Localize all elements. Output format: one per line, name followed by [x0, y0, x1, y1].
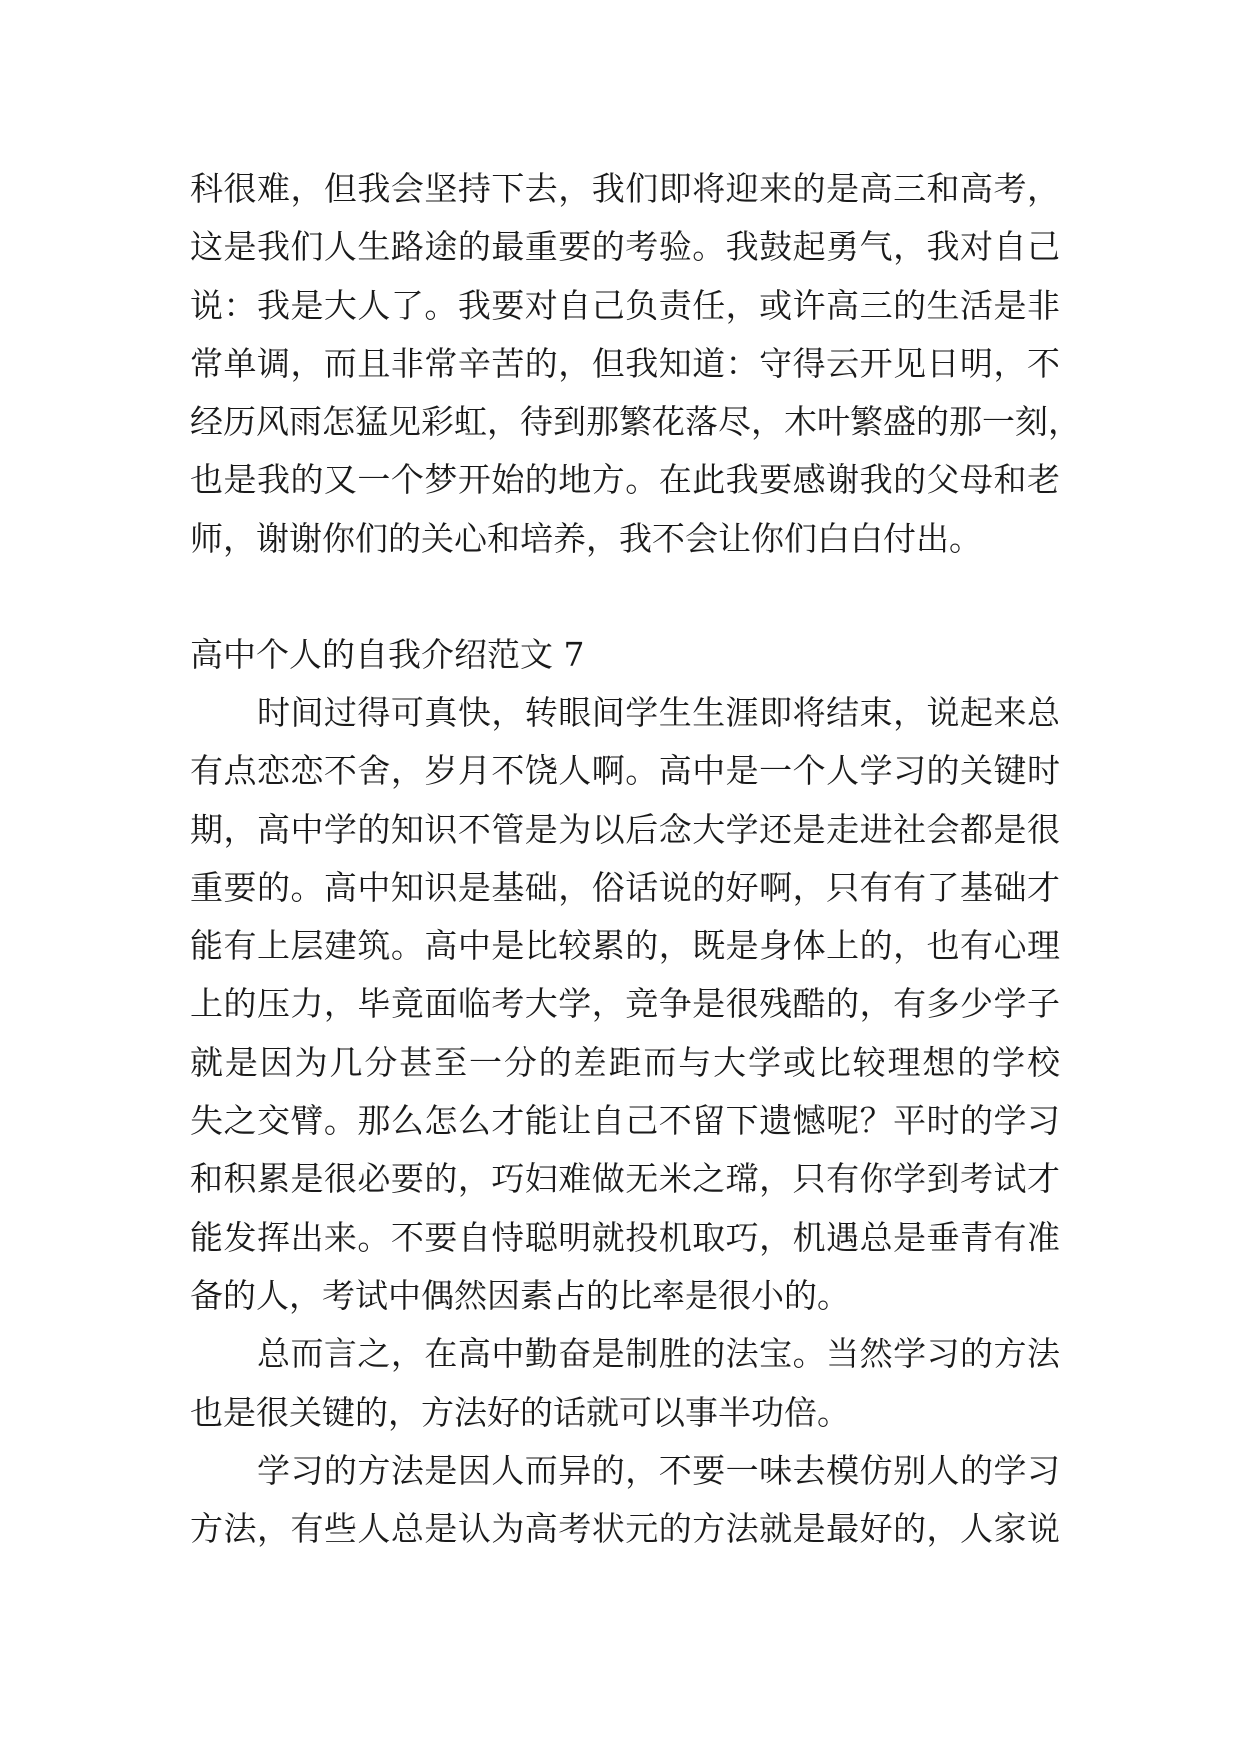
text-line: 失之交臂。那么怎么才能让自己不留下遗憾呢？平时的学习 [190, 1101, 1060, 1141]
text-line: 经历风雨怎猛见彩虹，待到那繁花落尽，木叶繁盛的那一刻， [190, 402, 1081, 442]
text-line: 学习的方法是因人而异的，不要一味去模仿别人的学习 [190, 1450, 1060, 1490]
text-line: 时间过得可真快，转眼间学生生涯即将结束，说起来总 [190, 693, 1060, 732]
continued-paragraph [190, 160, 1081, 568]
section-heading: 高中个人的自我介绍范文 7 [190, 635, 585, 674]
text-line: 这是我们人生路途的最重要的考验。我鼓起勇气，我对自己 [190, 227, 1060, 267]
text-line: 能有上层建筑。高中是比较累的，既是身体上的，也有心理 [190, 926, 1060, 966]
text-line: 期，高中学的知识不管是为以后念大学还是走进社会都是很 [190, 809, 1060, 849]
text-line: 常单调，而且非常辛苦的，但我知道：守得云开见日明，不 [190, 343, 1060, 383]
text-line: 也是很关键的，方法好的话就可以事半功倍。 [190, 1392, 850, 1432]
text-line: 有点恋恋不舍，岁月不饶人啊。高中是一个人学习的关键时 [190, 751, 1060, 791]
text-line: 方法，有些人总是认为高考状元的方法就是最好的，人家说 [190, 1509, 1060, 1549]
text-line: 师，谢谢你们的关心和培养，我不会让你们白白付出。 [190, 518, 982, 558]
text-line: 上的压力，毕竟面临考大学，竞争是很残酷的，有多少学子 [190, 984, 1060, 1024]
text-line: 能发挥出来。不要自恃聪明就投机取巧，机遇总是垂青有准 [190, 1217, 1060, 1257]
text-line: 也是我的又一个梦开始的地方。在此我要感谢我的父母和老 [190, 460, 1060, 500]
section-body [190, 684, 1060, 1558]
text-line: 说：我是大人了。我要对自己负责任，或许高三的生活是非 [190, 285, 1060, 325]
text-line: 就是因为几分甚至一分的差距而与大学或比较理想的学校 [190, 1042, 1060, 1082]
text-line: 总而言之，在高中勤奋是制胜的法宝。当然学习的方法 [190, 1334, 1060, 1374]
text-line: 备的人，考试中偶然因素占的比率是很小的。 [190, 1275, 850, 1315]
text-line: 科很难，但我会坚持下去，我们即将迎来的是高三和高考， [190, 169, 1060, 208]
text-line: 和积累是很必要的，巧妇难做无米之瑺，只有你学到考试才 [190, 1159, 1060, 1199]
text-line: 重要的。高中知识是基础，俗话说的好啊，只有有了基础才 [190, 867, 1060, 907]
